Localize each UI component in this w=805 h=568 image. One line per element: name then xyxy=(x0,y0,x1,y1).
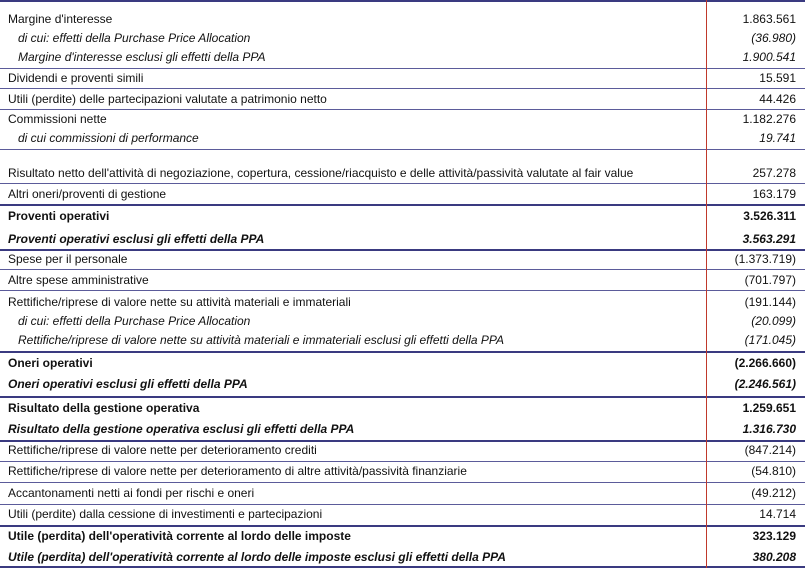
row-value: (191.144) xyxy=(744,295,796,309)
row-value: 1.863.561 xyxy=(742,12,796,26)
row-value: 14.714 xyxy=(759,507,796,521)
row-value: (701.797) xyxy=(744,273,796,287)
row-label: Altre spese amministrative xyxy=(8,273,149,287)
row-label: Margine d'interesse esclusi gli effetti della PPA xyxy=(18,50,266,64)
section-divider xyxy=(0,204,805,206)
row-value: 19.741 xyxy=(759,131,796,145)
row-label: Risultato netto dell'attività di negoziazione, copertura, cessione/riacquisto e delle attività/passività valutate al fair value xyxy=(8,166,634,180)
row-label: di cui: effetti della Purchase Price Allocation xyxy=(18,314,251,328)
row-divider xyxy=(0,88,805,89)
row-value: 44.426 xyxy=(759,92,796,106)
section-divider xyxy=(0,525,805,527)
row-label: di cui commissioni di performance xyxy=(18,131,199,145)
row-value: (20.099) xyxy=(751,314,796,328)
row-divider xyxy=(0,290,805,291)
row-value: 15.591 xyxy=(759,71,796,85)
row-label: Oneri operativi xyxy=(8,356,93,370)
row-divider xyxy=(0,149,805,150)
row-value: (2.246.561) xyxy=(734,377,796,391)
row-divider xyxy=(0,183,805,184)
section-divider xyxy=(0,396,805,398)
row-divider xyxy=(0,269,805,270)
row-label: Spese per il personale xyxy=(8,252,128,266)
row-value: (847.214) xyxy=(744,443,796,457)
row-label: Rettifiche/riprese di valore nette per deterioramento crediti xyxy=(8,443,317,457)
section-divider xyxy=(0,351,805,353)
row-label: Rettifiche/riprese di valore nette per deterioramento di altre attività/passività finanziarie xyxy=(8,464,467,478)
row-label: Rettifiche/riprese di valore nette su attività materiali e immateriali xyxy=(8,295,351,309)
row-value: 163.179 xyxy=(752,187,796,201)
row-value: 1.316.730 xyxy=(742,422,796,436)
row-label: Rettifiche/riprese di valore nette su attività materiali e immateriali esclusi gli effetti della PPA xyxy=(18,333,504,347)
row-value: (1.373.719) xyxy=(734,252,796,266)
row-value: 257.278 xyxy=(752,166,796,180)
row-value: 1.182.276 xyxy=(742,112,796,126)
row-value: (2.266.660) xyxy=(734,356,796,370)
row-label: Oneri operativi esclusi gli effetti della PPA xyxy=(8,377,248,391)
row-value: 380.208 xyxy=(752,550,796,564)
row-value: 1.900.541 xyxy=(742,50,796,64)
row-value: (54.810) xyxy=(751,464,796,478)
row-label: Dividendi e proventi simili xyxy=(8,71,144,85)
row-label: Utili (perdite) dalla cessione di investimenti e partecipazioni xyxy=(8,507,323,521)
row-divider xyxy=(0,109,805,110)
row-label: Commissioni nette xyxy=(8,112,107,126)
row-value: 3.526.311 xyxy=(743,209,796,223)
row-label: Proventi operativi esclusi gli effetti della PPA xyxy=(8,232,265,246)
row-value: (49.212) xyxy=(751,486,796,500)
row-label: Altri oneri/proventi di gestione xyxy=(8,187,167,201)
row-label: Utile (perdita) dell'operatività corrente al lordo delle imposte xyxy=(8,529,351,543)
row-label: di cui: effetti della Purchase Price Allocation xyxy=(18,31,251,45)
row-label: Risultato della gestione operativa xyxy=(8,401,200,415)
row-label: Risultato della gestione operativa esclusi gli effetti della PPA xyxy=(8,422,355,436)
row-divider xyxy=(0,461,805,462)
section-divider xyxy=(0,249,805,251)
row-value: 3.563.291 xyxy=(742,232,796,246)
table-top-border xyxy=(0,0,805,2)
row-label: Margine d'interesse xyxy=(8,12,113,26)
row-label: Utile (perdita) dell'operatività corrente al lordo delle imposte esclusi gli effetti della PPA xyxy=(8,550,506,564)
row-divider xyxy=(0,482,805,483)
row-value: 1.259.651 xyxy=(742,401,796,415)
row-value: (171.045) xyxy=(744,333,796,347)
row-label: Accantonamenti netti ai fondi per rischi e oneri xyxy=(8,486,255,500)
row-divider xyxy=(0,68,805,69)
row-label: Proventi operativi xyxy=(8,209,110,223)
column-separator xyxy=(706,0,707,568)
row-divider xyxy=(0,504,805,505)
row-value: (36.980) xyxy=(751,31,796,45)
section-divider xyxy=(0,440,805,442)
row-label: Utili (perdite) delle partecipazioni valutate a patrimonio netto xyxy=(8,92,327,106)
row-value: 323.129 xyxy=(752,529,796,543)
